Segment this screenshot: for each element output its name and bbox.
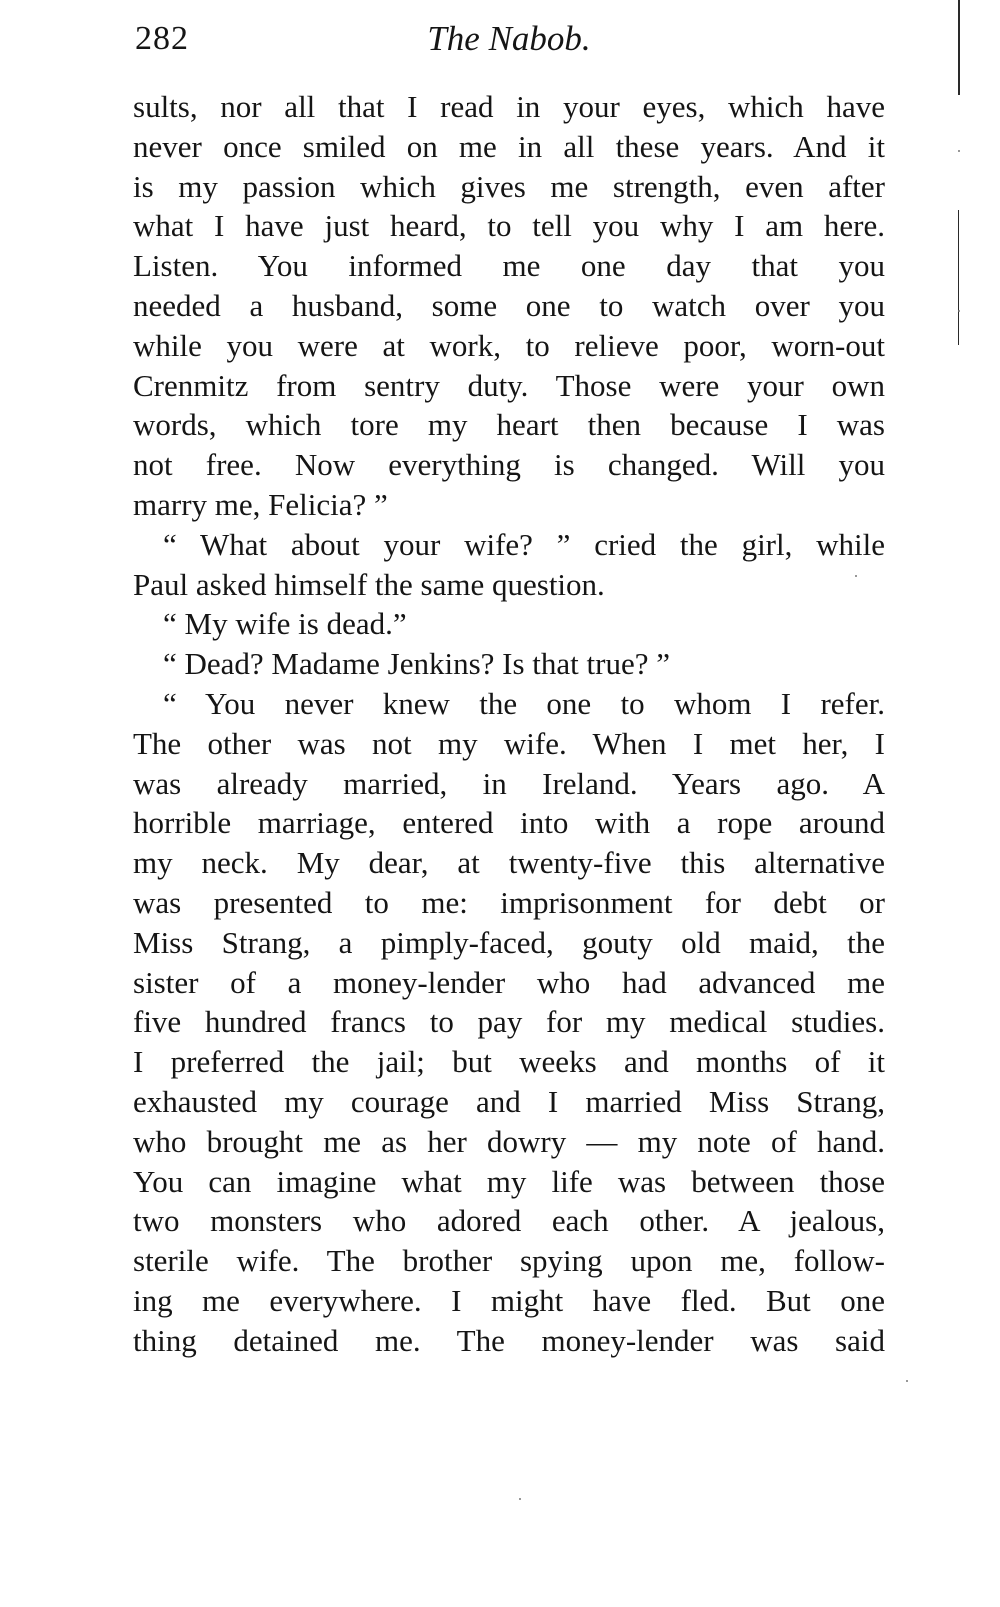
gutter-rule [958, 0, 960, 95]
text-line: Listen. You informed me one day that you [133, 248, 885, 284]
page-speck [958, 150, 960, 152]
text-line: exhausted my courage and I married Miss Strang, [133, 1083, 885, 1119]
text-line: thing detained me. The money-lender was said [133, 1322, 885, 1358]
text-line: was presented to me: imprisonment for debt or [133, 884, 885, 920]
text-line: The other was not my wife. When I met her, I [133, 725, 885, 761]
text-line: Miss Strang, a pimply-faced, gouty old maid, the [133, 924, 885, 960]
text-line: words, which tore my heart then because I was [133, 407, 885, 443]
text-line: who brought me as her dowry — my note of hand. [133, 1123, 885, 1159]
text-line: is my passion which gives me strength, even after [133, 168, 885, 204]
page-speck [958, 310, 960, 312]
page-header [133, 14, 885, 64]
text-line: five hundred francs to pay for my medical studies. [133, 1004, 885, 1040]
text-line: never once smiled on me in all these years. And it [133, 128, 885, 164]
text-line: my neck. My dear, at twenty-five this alternative [133, 845, 885, 881]
text-line: needed a husband, some one to watch over you [133, 287, 885, 323]
text-line: “ My wife is dead.” [163, 606, 407, 642]
text-line: while you were at work, to relieve poor, worn-out [133, 327, 885, 363]
gutter-rule [958, 210, 959, 345]
text-line: horrible marriage, entered into with a rope around [133, 805, 885, 841]
page-speck [855, 575, 857, 577]
running-title: The Nabob. [427, 19, 591, 58]
text-line: sults, nor all that I read in your eyes, which have [133, 89, 885, 124]
page-speck [519, 1498, 521, 1500]
body-text [133, 87, 885, 1361]
text-line: sister of a money-lender who had advanced me [133, 964, 885, 1000]
text-line: two monsters who adored each other. A jealous, [133, 1203, 885, 1239]
text-line: Crenmitz from sentry duty. Those were your own [133, 367, 885, 403]
text-line: “ What about your wife? ” cried the girl, while [163, 526, 885, 562]
text-line: was already married, in Ireland. Years ago. A [133, 765, 885, 801]
text-line: “ Dead? Madame Jenkins? Is that true? ” [163, 646, 670, 682]
text-line: Paul asked himself the same question. [133, 566, 605, 602]
text-line: what I have just heard, to tell you why I am here. [133, 208, 885, 244]
text-line: not free. Now everything is changed. Will you [133, 447, 885, 483]
text-line: ing me everywhere. I might have fled. But one [133, 1282, 885, 1318]
text-line: marry me, Felicia? ” [133, 486, 388, 522]
page-number: 282 [135, 20, 189, 57]
text-line: “ You never knew the one to whom I refer. [163, 685, 885, 721]
text-line: sterile wife. The brother spying upon me, follow- [133, 1243, 885, 1279]
page-speck [906, 1380, 908, 1382]
text-line: I preferred the jail; but weeks and months of it [133, 1044, 885, 1080]
text-line: You can imagine what my life was between those [133, 1163, 885, 1199]
